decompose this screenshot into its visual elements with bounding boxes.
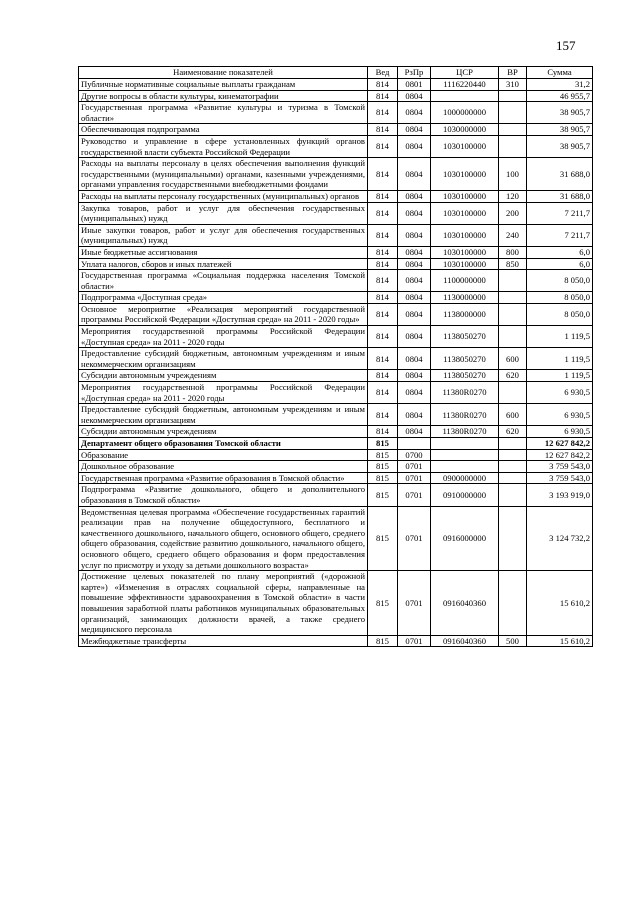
cell-sum: 6,0 (527, 258, 593, 270)
cell-rzpr: 0804 (398, 270, 431, 292)
cell-ved: 814 (368, 348, 398, 370)
cell-name: Государственная программа «Социальная поддержка населения Томской области» (79, 270, 368, 292)
cell-sum: 12 627 842,2 (527, 449, 593, 461)
table-row (79, 79, 593, 91)
cell-ved: 814 (368, 370, 398, 382)
cell-ved: 815 (368, 571, 398, 636)
cell-ved: 814 (368, 326, 398, 348)
table-row (79, 370, 593, 382)
cell-csr: 0916040360 (431, 571, 499, 636)
cell-name: Дошкольное образование (79, 461, 368, 473)
cell-sum: 15 610,2 (527, 571, 593, 636)
cell-rzpr: 0804 (398, 124, 431, 136)
cell-sum: 3 193 919,0 (527, 484, 593, 506)
cell-rzpr: 0701 (398, 472, 431, 484)
cell-ved: 814 (368, 246, 398, 258)
cell-vr: 100 (499, 158, 527, 191)
cell-rzpr: 0804 (398, 292, 431, 304)
cell-csr: 1100000000 (431, 270, 499, 292)
cell-vr: 600 (499, 348, 527, 370)
cell-rzpr: 0804 (398, 135, 431, 157)
cell-csr: 1030100000 (431, 258, 499, 270)
cell-csr: 1030100000 (431, 246, 499, 258)
cell-vr: 500 (499, 635, 527, 647)
cell-ved: 815 (368, 506, 398, 571)
cell-name: Расходы на выплаты персоналу государственных (муниципальных) органов (79, 190, 368, 202)
cell-rzpr: 0804 (398, 158, 431, 191)
cell-name: Достижение целевых показателей по плану мероприятий («дорожной карте») «Изменения в отраслях социальной сферы, направленные на повышение эффективности здравоохранения в Томской области» в части повышения заработной платы работников муниципальных образовательных организаций, занимающих должности врачей, а также среднего медицинского персонала (79, 571, 368, 636)
cell-sum: 1 119,5 (527, 370, 593, 382)
cell-ved: 814 (368, 135, 398, 157)
cell-vr: 620 (499, 426, 527, 438)
cell-sum: 12 627 842,2 (527, 438, 593, 450)
table-row (79, 348, 593, 370)
header-name: Наименование показателей (79, 67, 368, 79)
table-header-row (79, 67, 593, 79)
cell-sum: 3 759 543,0 (527, 461, 593, 473)
header-csr: ЦСР (431, 67, 499, 79)
cell-ved: 814 (368, 292, 398, 304)
table-row (79, 382, 593, 404)
budget-table (78, 66, 593, 647)
cell-sum: 38 905,7 (527, 135, 593, 157)
cell-vr (499, 472, 527, 484)
cell-csr: 1130000000 (431, 292, 499, 304)
cell-rzpr: 0701 (398, 461, 431, 473)
cell-csr: 1030100000 (431, 135, 499, 157)
cell-vr (499, 571, 527, 636)
cell-rzpr: 0701 (398, 484, 431, 506)
cell-csr: 1138050270 (431, 326, 499, 348)
cell-rzpr: 0804 (398, 348, 431, 370)
cell-name: Подпрограмма «Доступная среда» (79, 292, 368, 304)
cell-ved: 814 (368, 202, 398, 224)
table-row (79, 326, 593, 348)
cell-vr (499, 102, 527, 124)
header-ved: Вед (368, 67, 398, 79)
cell-rzpr: 0801 (398, 79, 431, 91)
cell-vr (499, 303, 527, 325)
cell-csr: 11380R0270 (431, 426, 499, 438)
cell-csr: 0900000000 (431, 472, 499, 484)
cell-ved: 815 (368, 635, 398, 647)
table-row (79, 404, 593, 426)
cell-csr (431, 461, 499, 473)
cell-name: Закупка товаров, работ и услуг для обеспечения государственных (муниципальных) нужд (79, 202, 368, 224)
cell-rzpr: 0804 (398, 246, 431, 258)
cell-csr: 0910000000 (431, 484, 499, 506)
table-row (79, 635, 593, 647)
cell-csr: 1000000000 (431, 102, 499, 124)
cell-ved: 815 (368, 449, 398, 461)
cell-rzpr: 0701 (398, 635, 431, 647)
cell-name: Другие вопросы в области культуры, кинематографии (79, 90, 368, 102)
cell-sum: 3 759 543,0 (527, 472, 593, 484)
cell-csr: 1030100000 (431, 190, 499, 202)
cell-vr (499, 90, 527, 102)
cell-csr: 1116220440 (431, 79, 499, 91)
cell-name: Мероприятия государственной программы Российской Федерации «Доступная среда» на 2011 - 2020 годы (79, 326, 368, 348)
header-rzpr: РзПр (398, 67, 431, 79)
cell-ved: 815 (368, 461, 398, 473)
cell-vr (499, 382, 527, 404)
table-row (79, 135, 593, 157)
cell-vr (499, 270, 527, 292)
cell-vr: 200 (499, 202, 527, 224)
cell-sum: 31 688,0 (527, 158, 593, 191)
cell-sum: 31 688,0 (527, 190, 593, 202)
cell-rzpr: 0804 (398, 382, 431, 404)
cell-name: Государственная программа «Развитие культуры и туризма в Томской области» (79, 102, 368, 124)
table-row (79, 124, 593, 136)
cell-ved: 814 (368, 102, 398, 124)
cell-ved: 814 (368, 224, 398, 246)
cell-ved: 814 (368, 382, 398, 404)
cell-ved: 814 (368, 190, 398, 202)
table-row (79, 246, 593, 258)
table-row (79, 426, 593, 438)
cell-name: Уплата налогов, сборов и иных платежей (79, 258, 368, 270)
cell-name: Основное мероприятие «Реализация мероприятий государственной программы Российской Федерации «Доступная среда» на 2011 - 2020 годы» (79, 303, 368, 325)
cell-sum: 8 050,0 (527, 303, 593, 325)
cell-vr (499, 326, 527, 348)
cell-name: Иные закупки товаров, работ и услуг для обеспечения государственных (муниципальных) нужд (79, 224, 368, 246)
cell-name: Обеспечивающая подпрограмма (79, 124, 368, 136)
cell-vr: 600 (499, 404, 527, 426)
cell-ved: 814 (368, 270, 398, 292)
cell-vr (499, 124, 527, 136)
cell-name: Государственная программа «Развитие образования в Томской области» (79, 472, 368, 484)
cell-sum: 8 050,0 (527, 270, 593, 292)
cell-rzpr: 0701 (398, 506, 431, 571)
cell-rzpr: 0804 (398, 404, 431, 426)
table-row (79, 461, 593, 473)
cell-rzpr: 0804 (398, 370, 431, 382)
cell-vr (499, 506, 527, 571)
cell-ved: 814 (368, 258, 398, 270)
cell-sum: 7 211,7 (527, 202, 593, 224)
table-row (79, 292, 593, 304)
table-row (79, 90, 593, 102)
cell-name: Мероприятия государственной программы Российской Федерации «Доступная среда» на 2011 - 2020 годы (79, 382, 368, 404)
cell-sum: 1 119,5 (527, 348, 593, 370)
cell-rzpr: 0804 (398, 190, 431, 202)
cell-sum: 46 955,7 (527, 90, 593, 102)
cell-csr: 1138050270 (431, 348, 499, 370)
cell-csr: 1138000000 (431, 303, 499, 325)
cell-rzpr: 0804 (398, 202, 431, 224)
cell-ved: 815 (368, 472, 398, 484)
cell-name: Образование (79, 449, 368, 461)
cell-csr: 11380R0270 (431, 382, 499, 404)
cell-rzpr: 0804 (398, 303, 431, 325)
cell-sum: 7 211,7 (527, 224, 593, 246)
cell-name: Подпрограмма «Развитие дошкольного, общего и дополнительного образования в Томской области» (79, 484, 368, 506)
cell-rzpr: 0804 (398, 102, 431, 124)
cell-ved: 814 (368, 158, 398, 191)
cell-sum: 38 905,7 (527, 102, 593, 124)
cell-sum: 6,0 (527, 246, 593, 258)
table-row (79, 484, 593, 506)
cell-name: Руководство и управление в сфере установленных функций органов государственной власти субъекта Российской Федерации (79, 135, 368, 157)
page-number: 157 (556, 38, 576, 53)
cell-sum: 6 930,5 (527, 382, 593, 404)
cell-ved: 814 (368, 124, 398, 136)
table-body (79, 79, 593, 647)
cell-csr (431, 449, 499, 461)
table-row (79, 270, 593, 292)
cell-name: Расходы на выплаты персоналу в целях обеспечения выполнения функций государственными (муниципальными) органами, казенными учреждениями, органами управления государственными внебюджетными фондами (79, 158, 368, 191)
cell-csr: 1030100000 (431, 202, 499, 224)
cell-csr: 1138050270 (431, 370, 499, 382)
cell-vr (499, 449, 527, 461)
table-row (79, 438, 593, 450)
cell-rzpr: 0804 (398, 224, 431, 246)
cell-ved: 814 (368, 79, 398, 91)
cell-rzpr: 0701 (398, 571, 431, 636)
cell-ved: 814 (368, 404, 398, 426)
cell-sum: 6 930,5 (527, 426, 593, 438)
cell-vr: 850 (499, 258, 527, 270)
table-row (79, 158, 593, 191)
cell-csr (431, 90, 499, 102)
table-row (79, 202, 593, 224)
table-row (79, 102, 593, 124)
cell-csr (431, 438, 499, 450)
cell-name: Предоставление субсидий бюджетным, автономным учреждениям и иным некоммерческим организациям (79, 404, 368, 426)
cell-vr: 120 (499, 190, 527, 202)
cell-name: Департамент общего образования Томской области (79, 438, 368, 450)
cell-ved: 815 (368, 484, 398, 506)
table-row (79, 449, 593, 461)
table-row (79, 224, 593, 246)
cell-vr (499, 484, 527, 506)
table-row (79, 190, 593, 202)
table-row (79, 258, 593, 270)
table-row (79, 506, 593, 571)
cell-vr (499, 438, 527, 450)
cell-csr: 0916040360 (431, 635, 499, 647)
cell-vr (499, 292, 527, 304)
cell-rzpr: 0804 (398, 426, 431, 438)
cell-rzpr: 0804 (398, 258, 431, 270)
cell-ved: 814 (368, 303, 398, 325)
cell-name: Предоставление субсидий бюджетным, автономным учреждениям и иным некоммерческим организациям (79, 348, 368, 370)
header-sum: Сумма (527, 67, 593, 79)
cell-rzpr (398, 438, 431, 450)
cell-sum: 31,2 (527, 79, 593, 91)
cell-csr: 1030100000 (431, 158, 499, 191)
header-vr: ВР (499, 67, 527, 79)
cell-name: Межбюджетные трансферты (79, 635, 368, 647)
cell-name: Иные бюджетные ассигнования (79, 246, 368, 258)
cell-sum: 15 610,2 (527, 635, 593, 647)
cell-csr: 1030100000 (431, 224, 499, 246)
cell-sum: 38 905,7 (527, 124, 593, 136)
cell-name: Субсидии автономным учреждениям (79, 370, 368, 382)
cell-name: Публичные нормативные социальные выплаты гражданам (79, 79, 368, 91)
table-row (79, 571, 593, 636)
cell-csr: 11380R0270 (431, 404, 499, 426)
cell-rzpr: 0700 (398, 449, 431, 461)
cell-csr: 0916000000 (431, 506, 499, 571)
cell-vr: 310 (499, 79, 527, 91)
cell-rzpr: 0804 (398, 90, 431, 102)
cell-vr (499, 461, 527, 473)
cell-vr: 800 (499, 246, 527, 258)
cell-vr: 240 (499, 224, 527, 246)
table-row (79, 472, 593, 484)
cell-sum: 1 119,5 (527, 326, 593, 348)
cell-vr: 620 (499, 370, 527, 382)
cell-sum: 6 930,5 (527, 404, 593, 426)
cell-name: Ведомственная целевая программа «Обеспечение государственных гарантий реализации прав на получение общедоступного, бесплатного и качественного дошкольного, начального общего, основного общего, среднего общего образования, содействие развитию дошкольного, начального общего, основного общего, среднего общего образования и форм предоставления услуг по присмотру и уходу за детьми дошкольного возраста» (79, 506, 368, 571)
cell-ved: 814 (368, 90, 398, 102)
table-row (79, 303, 593, 325)
cell-ved: 815 (368, 438, 398, 450)
cell-rzpr: 0804 (398, 326, 431, 348)
cell-csr: 1030000000 (431, 124, 499, 136)
cell-ved: 814 (368, 426, 398, 438)
cell-sum: 8 050,0 (527, 292, 593, 304)
cell-sum: 3 124 732,2 (527, 506, 593, 571)
cell-vr (499, 135, 527, 157)
cell-name: Субсидии автономным учреждениям (79, 426, 368, 438)
